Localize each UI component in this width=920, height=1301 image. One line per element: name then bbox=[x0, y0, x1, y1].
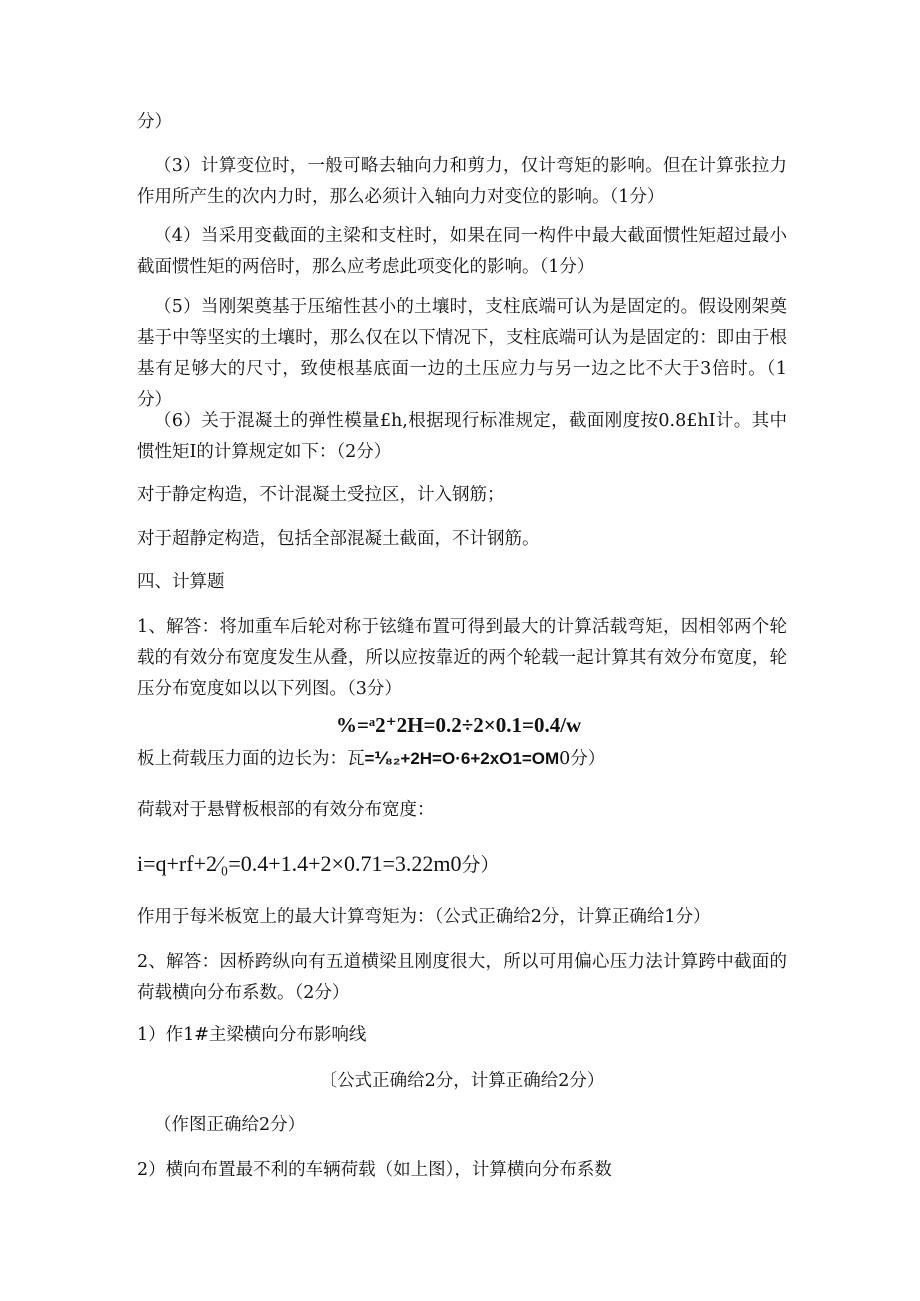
formula-label: 板上荷载压力面的边长为：瓦 bbox=[137, 749, 365, 769]
paragraph-item-4: （4）当采用变截面的主梁和支柱时，如果在同一构件中最大截面惯性矩超过最小截面惯性矩的两倍时，那么应考虑此项变化的影响。（1分） bbox=[137, 226, 787, 277]
text-line: 作用于每米板宽上的最大计算弯矩为：（公式正确给2分，计算正确给1分） bbox=[137, 907, 711, 927]
score-note-line: （作图正确给2分） bbox=[154, 1115, 306, 1135]
section-heading: 四、计算题 bbox=[137, 572, 225, 592]
paragraph-item-5: （5）当刚架奠基于压缩性甚小的土壤时，支柱底端可认为是固定的。假设刚架奠基于中等坚实的土壤时，那么仅在以下情况下，支柱底端可认为是固定的：即由于根基有足够大的尺寸，致使根基底面一边的土压应力与另一边之比不大于3倍时。（1分） bbox=[137, 297, 787, 410]
formula-line-2 bbox=[137, 848, 787, 882]
formula: i=q+rf+2⁄₀=0.4+1.4+2×0.71=3.22m0 bbox=[137, 851, 462, 876]
score-note-line: 〔公式正确给2分，计算正确给2分） bbox=[319, 1071, 605, 1091]
text-line: 对于超静定构造，包括全部混凝土截面，不计钢筋。 bbox=[137, 529, 540, 549]
formula-inline: =⅟₈₂+2H=O·6+2xO1=OM bbox=[364, 749, 560, 768]
text-line: 荷载对于悬臂板根部的有效分布宽度： bbox=[137, 800, 435, 820]
text-line: 对于静定构造，不计混凝土受拉区，计入钢筋； bbox=[137, 485, 505, 505]
score-note: 0分） bbox=[559, 749, 606, 769]
text-line: 2）横向布置最不利的车辆荷载（如上图），计算横向分布系数 bbox=[137, 1160, 612, 1180]
answer-paragraph-2: 2、解答：因桥跨纵向有五道横梁且刚度很大，所以可用偏心压力法计算跨中截面的荷载横向分布系数。（2分） bbox=[137, 952, 787, 1003]
paragraph-item-6: （6）关于混凝土的弹性模量£h,根据现行标准规定，截面刚度按0.8£hI计。其中惯性矩I的计算规定如下：（2分） bbox=[137, 411, 787, 462]
paragraph-item-3: （3）计算变位时，一般可略去轴向力和剪力，仅计弯矩的影响。但在计算张拉力作用所产生的次内力时，那么必须计入轴向力对变位的影响。（1分） bbox=[137, 156, 787, 207]
answer-paragraph-1: 1、解答：将加重车后轮对称于铉缝布置可得到最大的计算活载弯矩，因相邻两个轮载的有效分布宽度发生从叠，所以应按靠近的两个轮载一起计算其有效分布宽度，轮压分布宽度如以以下列图。（3分） bbox=[137, 617, 787, 699]
score-note: 分） bbox=[461, 854, 500, 876]
text-line: 分） bbox=[137, 112, 172, 132]
text-line: 1）作1#主梁横向分布影响线 bbox=[137, 1025, 367, 1045]
formula-text-line bbox=[137, 743, 787, 775]
formula-line: %=ᵃ2⁺2H=0.2÷2×0.1=0.4/w bbox=[336, 713, 582, 737]
